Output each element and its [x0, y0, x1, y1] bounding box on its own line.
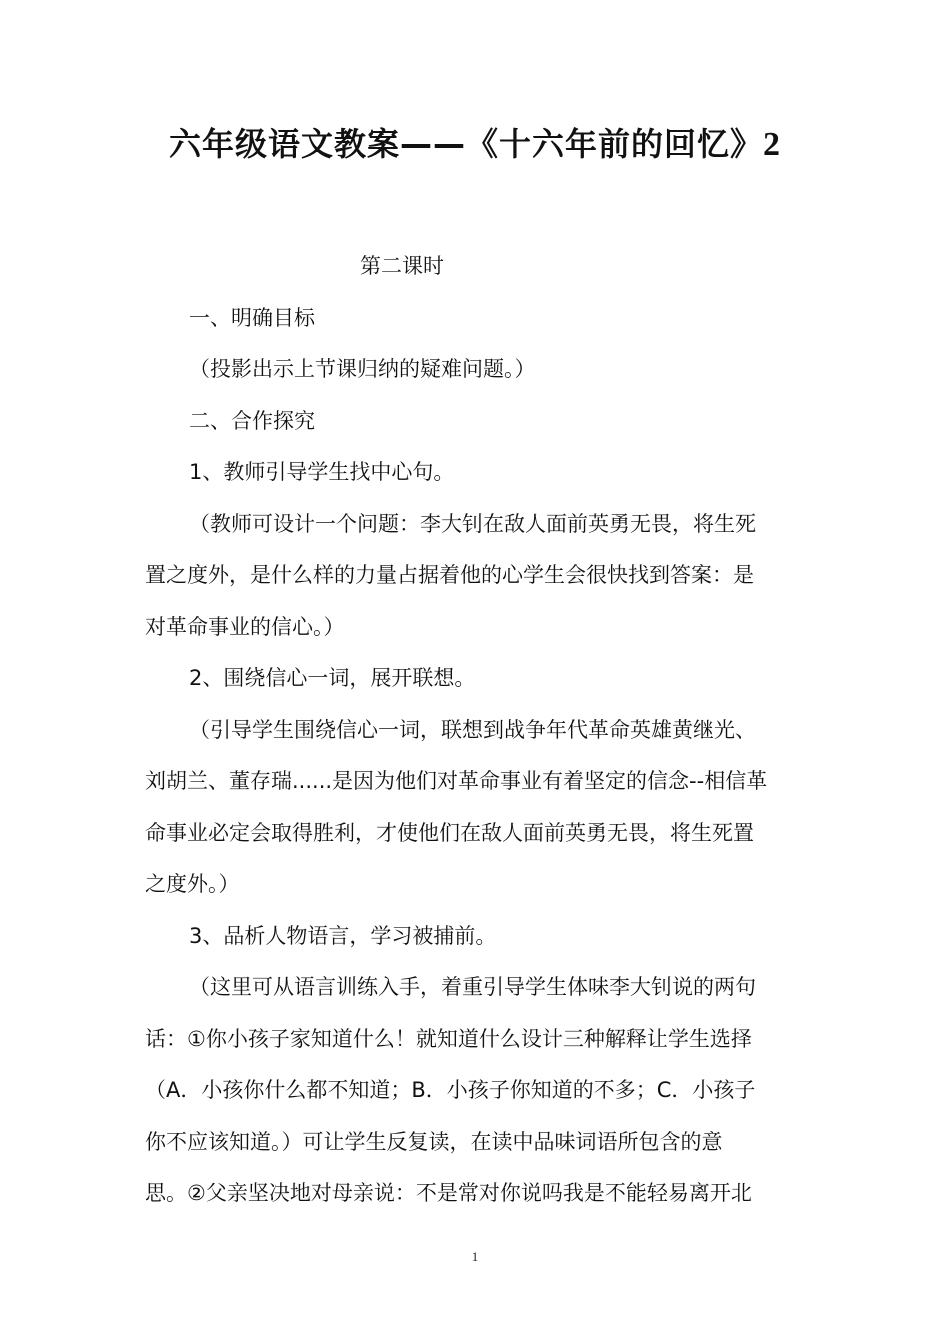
paragraph-line: 二、合作探究: [189, 408, 315, 433]
paragraph-line: 置之度外，是什么样的力量占据着他的心学生会很快找到答案：是: [145, 563, 754, 587]
section-heading: 第二课时: [360, 254, 444, 278]
paragraph-line: （教师可设计一个问题：李大钊在敌人面前英勇无畏，将生死: [189, 511, 756, 536]
paragraph-line: 2、围绕信心一词，展开联想。: [189, 666, 476, 690]
paragraph-line: （引导学生围绕信心一词，联想到战争年代革命英雄黄继光、: [189, 717, 756, 742]
document-title: [0, 118, 950, 171]
paragraph-line: （A．小孩你什么都不知道；B．小孩子你知道的不多；C．小孩子: [145, 1078, 756, 1102]
paragraph-line: 你不应该知道。）可让学生反复读，在读中品味词语所包含的意: [145, 1129, 723, 1154]
paragraph-line: 一、明确目标: [189, 305, 315, 330]
page-number: 1: [471, 1249, 479, 1264]
paragraph-line: （投影出示上节课归纳的疑难问题。）: [189, 357, 536, 381]
paragraph-line: 对革命事业的信心。）: [145, 614, 345, 639]
paragraph-line: （这里可从语言训练入手，着重引导学生体味李大钊说的两句: [189, 975, 756, 999]
paragraph-line: 命事业必定会取得胜利，才使他们在敌人面前英勇无畏，将生死置: [145, 820, 754, 845]
paragraph-line: 话：①你小孩子家知道什么！就知道什么设计三种解释让学生选择: [145, 1026, 752, 1051]
title-text: 六年级语文教案——《十六年前的回忆》: [168, 125, 763, 163]
paragraph-line: 思。②父亲坚决地对母亲说：不是常对你说吗我是不能轻易离开北: [145, 1181, 752, 1205]
paragraph-line: 1、教师引导学生找中心句。: [189, 460, 455, 484]
paragraph-line: 3、品析人物语言，学习被捕前。: [189, 923, 497, 948]
title-number: 2: [763, 126, 781, 163]
paragraph-line: 刘胡兰、董存瑞......是因为他们对革命事业有着坚定的信念--相信革: [145, 769, 768, 793]
document-body: [145, 241, 805, 1220]
paragraph-line: 之度外。）: [145, 872, 240, 896]
